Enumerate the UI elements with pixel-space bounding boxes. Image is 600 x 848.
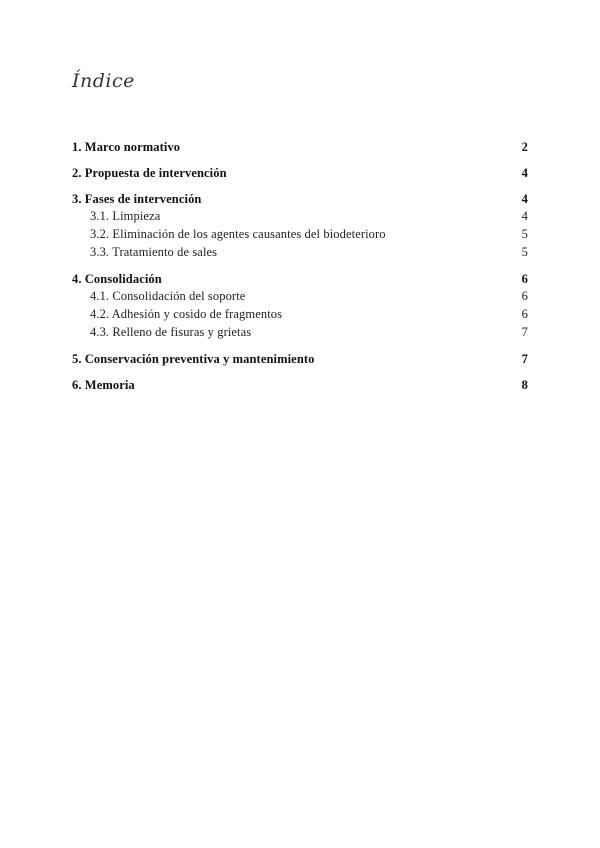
toc-entry-page: 5 bbox=[521, 245, 528, 259]
toc-entry-page: 4 bbox=[521, 166, 528, 180]
toc-entry-propuesta-de-intervencion[interactable] bbox=[72, 166, 528, 183]
toc-entry-consolidacion-del-soporte[interactable] bbox=[72, 289, 528, 307]
toc-entry-label: 4.3. Relleno de fisuras y grietas bbox=[90, 325, 252, 339]
toc-entry-page: 5 bbox=[521, 227, 528, 241]
toc-entry-page: 4 bbox=[521, 209, 528, 223]
toc-entry-conservacion-preventiva[interactable] bbox=[72, 352, 528, 369]
toc-entry-label: 1. Marco normativo bbox=[72, 140, 181, 154]
toc-entry-consolidacion[interactable] bbox=[72, 272, 528, 289]
toc-entry-label: 4.2. Adhesión y cosido de fragmentos bbox=[90, 307, 283, 321]
page-title: Índice bbox=[72, 70, 135, 92]
toc-entry-page: 6 bbox=[521, 289, 528, 303]
toc-entry-page: 2 bbox=[521, 140, 528, 154]
toc-entry-label: 3. Fases de intervención bbox=[72, 192, 202, 206]
toc-entry-label: 3.2. Eliminación de los agentes causantes del biodeterioro bbox=[90, 227, 386, 241]
toc-entry-page: 7 bbox=[521, 352, 528, 366]
toc-entry-page: 7 bbox=[521, 325, 528, 339]
toc-entry-label: 5. Conservación preventiva y mantenimiento bbox=[72, 352, 315, 366]
toc-entry-memoria[interactable] bbox=[72, 378, 528, 395]
toc-entry-page: 4 bbox=[521, 192, 528, 206]
toc-entry-page: 6 bbox=[521, 307, 528, 321]
toc-entry-relleno-de-fisuras[interactable] bbox=[72, 325, 528, 343]
toc-entry-label: 4. Consolidación bbox=[72, 272, 162, 286]
toc-entry-fases-de-intervencion[interactable] bbox=[72, 192, 528, 209]
toc-entry-label: 3.1. Limpieza bbox=[90, 209, 161, 223]
table-of-contents bbox=[72, 140, 528, 395]
toc-entry-label: 2. Propuesta de intervención bbox=[72, 166, 227, 180]
toc-entry-limpieza[interactable] bbox=[72, 209, 528, 227]
toc-entry-tratamiento-de-sales[interactable] bbox=[72, 245, 528, 263]
toc-entry-eliminacion-agentes[interactable] bbox=[72, 227, 528, 245]
toc-entry-label: 4.1. Consolidación del soporte bbox=[90, 289, 246, 303]
toc-entry-marco-normativo[interactable] bbox=[72, 140, 528, 157]
toc-entry-page: 8 bbox=[521, 378, 528, 392]
toc-entry-label: 6. Memoria bbox=[72, 378, 135, 392]
toc-entry-adhesion-y-cosido[interactable] bbox=[72, 307, 528, 325]
toc-entry-label: 3.3. Tratamiento de sales bbox=[90, 245, 218, 259]
toc-entry-page: 6 bbox=[521, 272, 528, 286]
